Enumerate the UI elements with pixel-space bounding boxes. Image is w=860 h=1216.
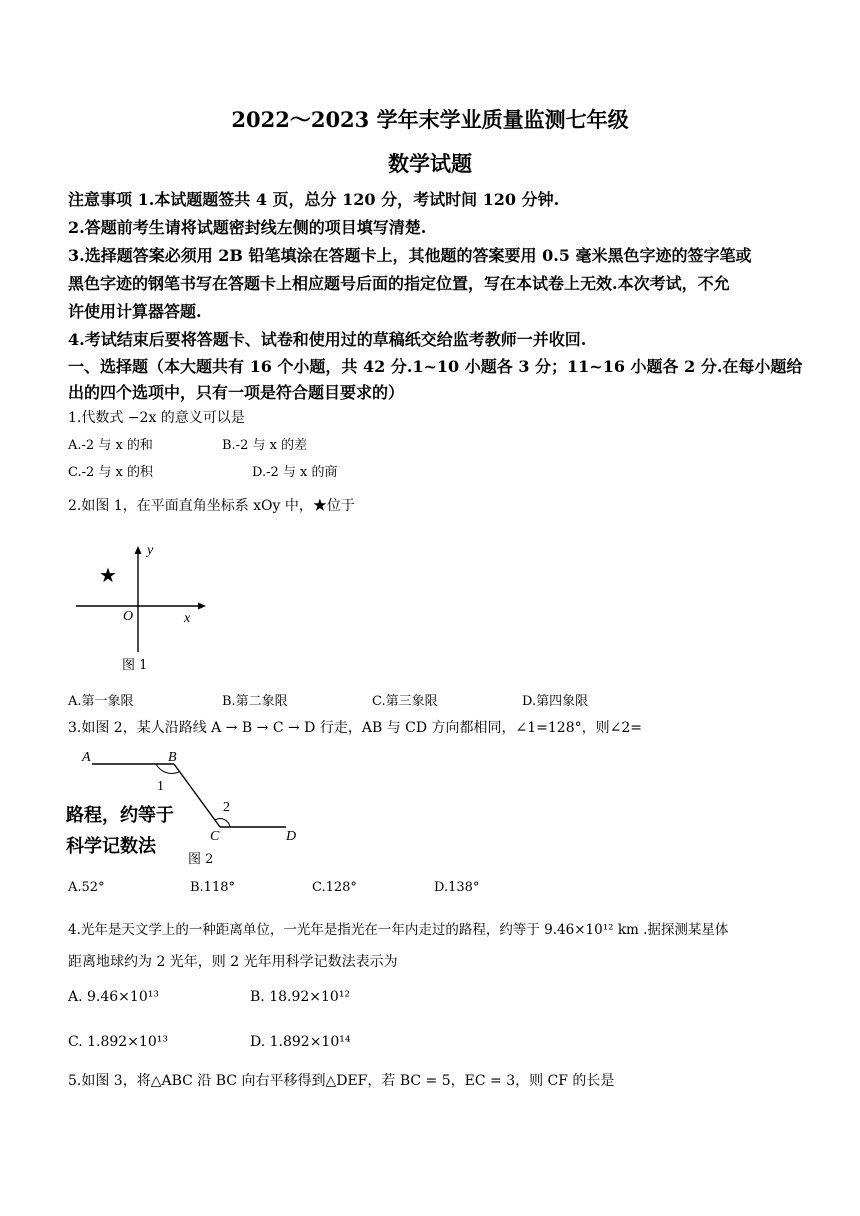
q4-option-a: A. 9.46×10¹³: [68, 989, 159, 1005]
q1-stem: 1.代数式 −2x 的意义可以是: [68, 410, 245, 426]
q3-option-c: C.128°: [312, 880, 357, 895]
note-line-3: 3.选择题答案必须用 2B 铅笔填涂在答题卡上，其他题的答案要用 0.5 毫米黑色字迹的签字笔或: [68, 246, 752, 265]
fig2-angle-1: 1: [157, 779, 164, 794]
section-header-line-2: 出的四个选项中，只有一项是符合题目要求的）: [68, 383, 405, 402]
q4-option-d: D. 1.892×10¹⁴: [250, 1034, 351, 1050]
q1-option-d: D.-2 与 x 的商: [252, 465, 338, 480]
note-line-4: 黑色字迹的钢笔书写在答题卡上相应题号后面的指定位置，写在本试卷上无效.本次考试，不允: [68, 274, 730, 293]
note-line-1: 注意事项 1.本试题题签共 4 页，总分 120 分，考试时间 120 分钟.: [68, 190, 560, 209]
q4-option-c: C. 1.892×10¹³: [68, 1034, 168, 1050]
fig1-caption: 图 1: [122, 658, 148, 673]
section-header-line-1: 一、选择题（本大题共有 16 个小题，共 42 分.1~10 小题各 3 分；11~16 小题各 2 分.在每小题给: [68, 357, 803, 376]
q4-option-b: B. 18.92×10¹²: [250, 989, 351, 1005]
q3-option-b: B.118°: [190, 880, 235, 895]
note-line-2: 2.答题前考生请将试题密封线左侧的项目填写清楚.: [68, 218, 427, 237]
q4-stem-line-1: 4.光年是天文学上的一种距离单位，一光年是指光在一年内走过的路程，约等于 9.46×10¹² km .据探测某星体: [68, 922, 729, 938]
star-icon: ★: [99, 563, 117, 587]
exam-title: 2022～2023 学年末学业质量监测七年级: [231, 107, 629, 132]
q2-stem: 2.如图 1，在平面直角坐标系 xOy 中，★位于: [68, 498, 355, 514]
fig2-caption: 图 2: [188, 852, 214, 867]
q3-option-a: A.52°: [68, 880, 105, 895]
q4-stem-line-2: 距离地球约为 2 光年，则 2 光年用科学记数法表示为: [68, 954, 398, 970]
q5-stem: 5.如图 3，将△ABC 沿 BC 向右平移得到△DEF，若 BC = 5，EC = 3，则 CF 的长是: [68, 1073, 615, 1089]
fig2-overlap-text-2: 科学记数法: [66, 836, 156, 857]
q2-option-c: C.第三象限: [372, 694, 438, 709]
q2-option-b: B.第二象限: [222, 694, 288, 709]
q1-option-a: A.-2 与 x 的和: [68, 438, 153, 453]
q3-stem: 3.如图 2，某人沿路线 A → B → C → D 行走，AB 与 CD 方向都相同，∠1=128°，则∠2=: [68, 720, 642, 736]
fig2-overlap-text-1: 路程，约等于: [66, 805, 174, 826]
fig2-label-d: D: [286, 829, 297, 844]
figure-1-coordinate-axes: [72, 542, 212, 672]
fig2-angle-2: 2: [223, 800, 230, 815]
exam-subtitle: 数学试题: [388, 151, 472, 176]
fig2-label-c: C: [210, 829, 220, 844]
fig2-label-a: A: [82, 750, 91, 765]
note-line-5: 许使用计算器答题.: [68, 302, 202, 321]
fig2-label-b: B: [168, 750, 177, 765]
fig1-x-label: x: [184, 611, 191, 626]
q3-option-d: D.138°: [434, 880, 480, 895]
q2-option-d: D.第四象限: [522, 694, 589, 709]
fig1-origin-label: O: [123, 609, 134, 624]
q2-option-a: A.第一象限: [68, 694, 134, 709]
q1-option-b: B.-2 与 x 的差: [222, 438, 308, 453]
fig1-y-label: y: [147, 543, 154, 558]
q1-option-c: C.-2 与 x 的积: [68, 465, 154, 480]
note-line-6: 4.考试结束后要将答题卡、试卷和使用过的草稿纸交给监考教师一并收回.: [68, 330, 587, 349]
